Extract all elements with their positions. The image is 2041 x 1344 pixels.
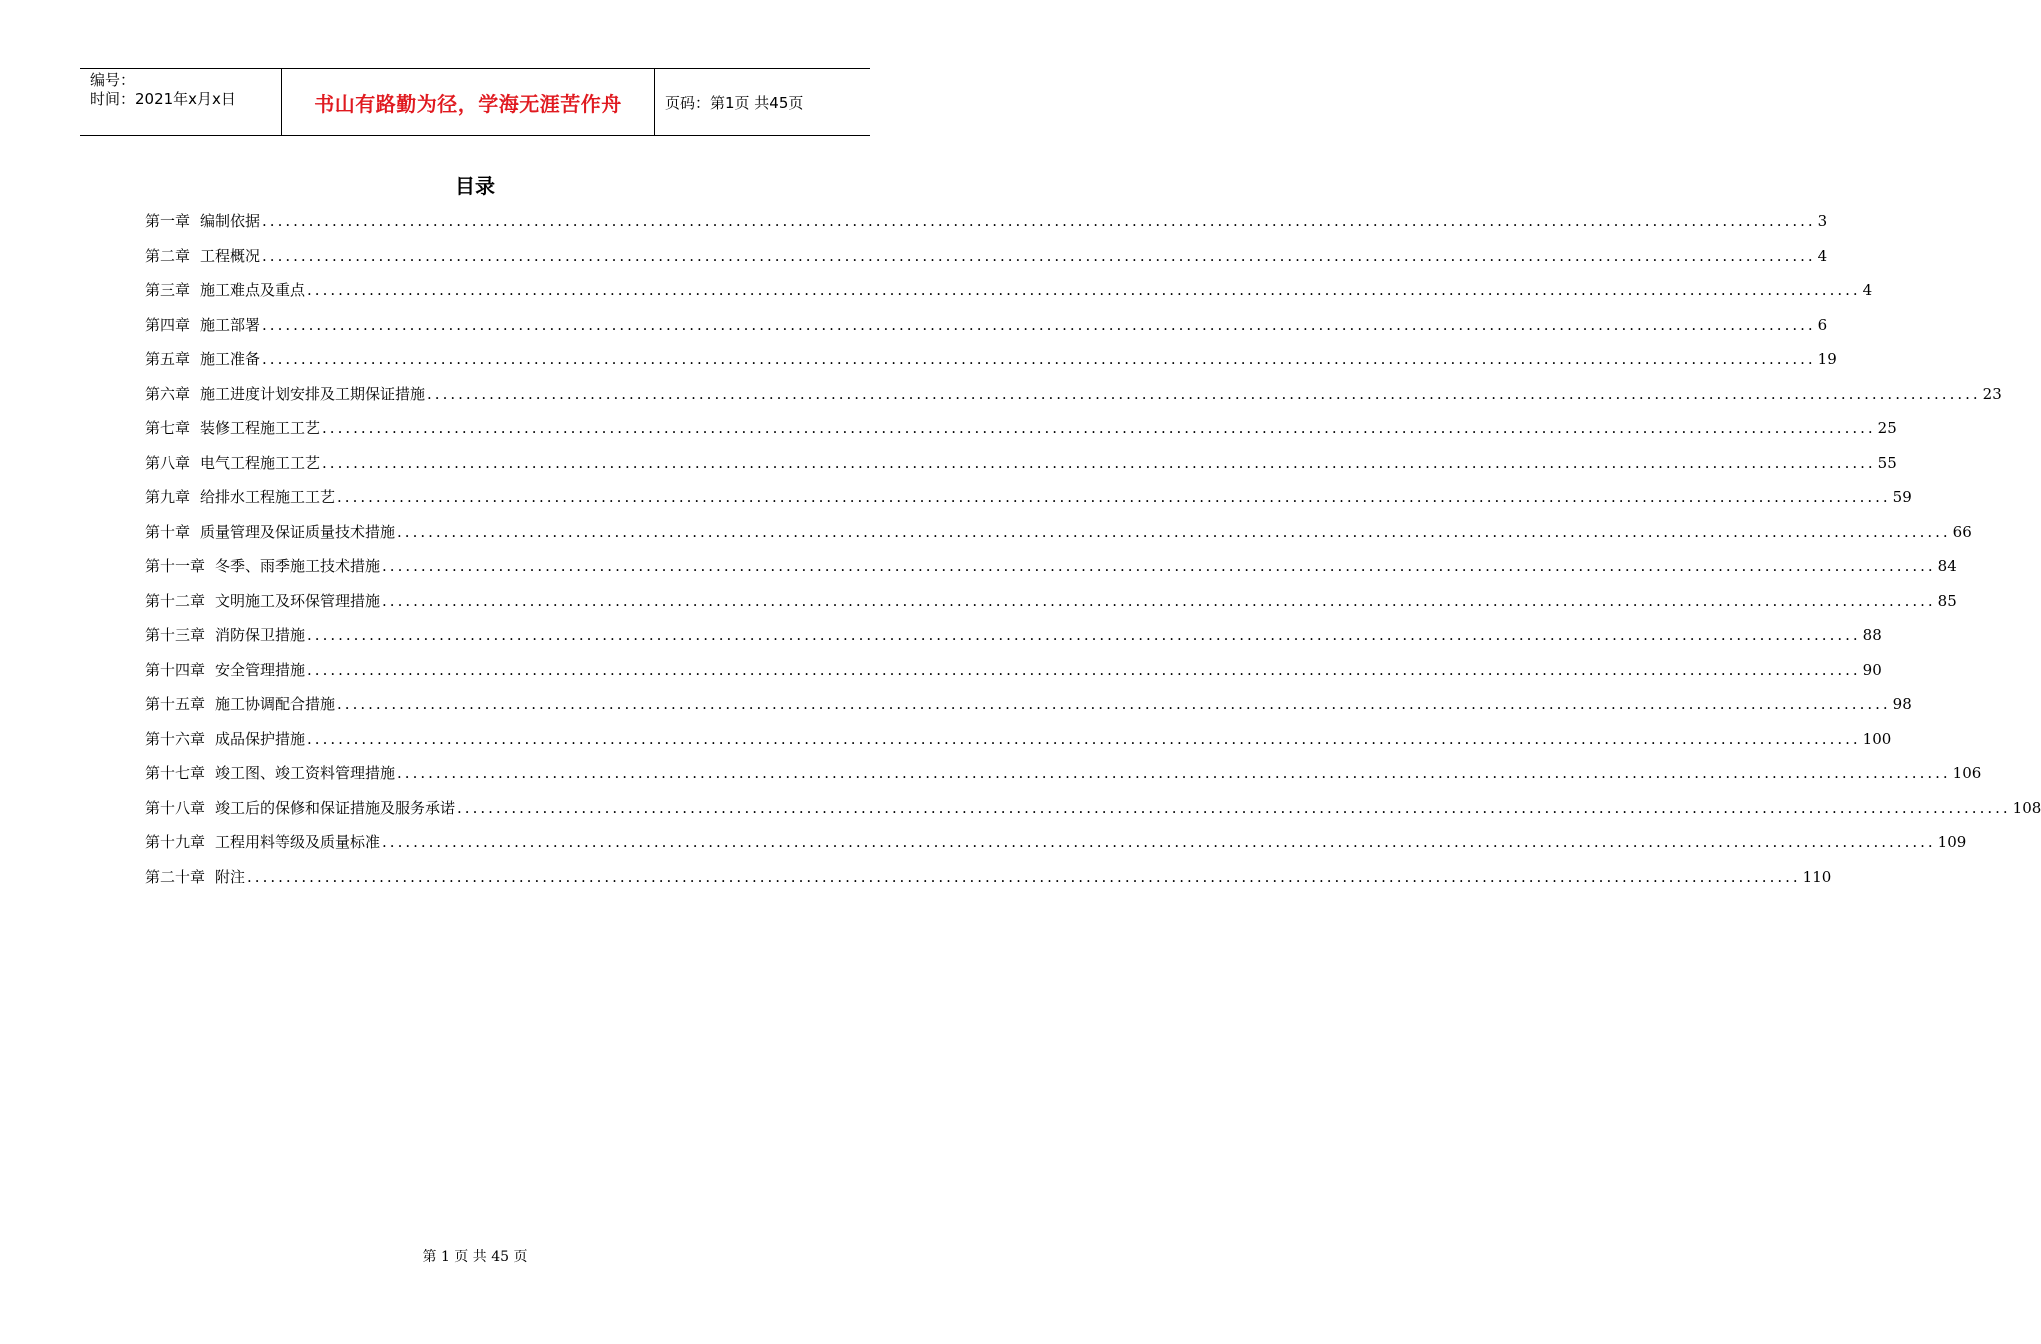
toc-chapter-title: 附注 — [215, 867, 246, 886]
toc-entry[interactable] — [145, 377, 2002, 412]
toc-entry[interactable] — [145, 446, 1897, 481]
toc-chapter-number: 第十二章 — [145, 591, 206, 610]
toc-chapter-title: 安全管理措施 — [215, 660, 306, 679]
toc-chapter-title: 电气工程施工工艺 — [200, 453, 321, 472]
toc-page-number: 19 — [1817, 350, 1837, 368]
toc-entry[interactable] — [145, 653, 1882, 688]
toc-chapter-number: 第六章 — [145, 384, 191, 403]
toc-chapter-number: 第十七章 — [145, 764, 206, 782]
document-date: 时间：2021年x月x日 — [90, 90, 236, 108]
toc-page-number: 110 — [1802, 867, 1832, 886]
toc-page-number: 98 — [1892, 695, 1912, 713]
toc-page-number: 25 — [1877, 419, 1897, 437]
toc-leader-dots: ........................................................................................................................................................................................................ — [457, 798, 2011, 817]
toc-leader-dots: ........................................................................................................................................................................................................ — [397, 522, 1951, 541]
toc-chapter-title: 编制依据 — [200, 212, 261, 230]
toc-page-number: 66 — [1952, 522, 1972, 541]
toc-chapter-title: 质量管理及保证质量技术措施 — [200, 522, 396, 541]
toc-entry[interactable] — [145, 239, 1828, 274]
toc-chapter-number: 第十三章 — [145, 626, 206, 644]
toc-chapter-number: 第九章 — [145, 488, 191, 506]
header-meta — [80, 69, 282, 135]
toc-leader-dots: ........................................................................................................................................................................................................ — [307, 660, 1861, 679]
toc-chapter-number: 第十八章 — [145, 798, 206, 817]
toc-chapter-number: 第十章 — [145, 522, 191, 541]
toc-chapter-number: 第八章 — [145, 453, 191, 472]
toc-leader-dots: ........................................................................................................................................................................................................ — [382, 833, 1936, 851]
toc-chapter-title: 施工准备 — [200, 350, 261, 368]
toc-entry[interactable] — [145, 860, 1832, 895]
toc-chapter-title: 成品保护措施 — [215, 729, 306, 748]
toc-leader-dots: ........................................................................................................................................................................................................ — [382, 557, 1936, 575]
toc-chapter-title: 竣工图、竣工资料管理措施 — [215, 764, 396, 782]
toc-chapter-title: 工程用料等级及质量标准 — [215, 833, 381, 851]
toc-entry[interactable] — [145, 791, 2041, 826]
toc-page-number: 109 — [1937, 833, 1967, 851]
toc-leader-dots: ........................................................................................................................................................................................................ — [337, 695, 1891, 713]
toc-leader-dots: ........................................................................................................................................................................................................ — [382, 591, 1936, 610]
toc-entry[interactable] — [145, 273, 1873, 308]
toc-chapter-number: 第三章 — [145, 281, 191, 299]
toc-leader-dots: ........................................................................................................................................................................................................ — [307, 281, 1861, 299]
toc-leader-dots: ........................................................................................................................................................................................................ — [337, 488, 1891, 506]
toc-chapter-title: 施工部署 — [200, 315, 261, 334]
toc-chapter-number: 第七章 — [145, 419, 191, 437]
toc-chapter-number: 第二十章 — [145, 867, 206, 886]
toc-title: 目录 — [455, 174, 495, 198]
toc-entry[interactable] — [145, 825, 1967, 860]
toc-leader-dots: ........................................................................................................................................................................................................ — [262, 350, 1816, 368]
toc-page-number: 90 — [1862, 660, 1882, 679]
toc-chapter-number: 第一章 — [145, 212, 191, 230]
toc-page-number: 84 — [1937, 557, 1957, 575]
toc-chapter-title: 施工难点及重点 — [200, 281, 306, 299]
toc-page-number: 6 — [1817, 315, 1828, 334]
toc-entry[interactable] — [145, 722, 1892, 757]
toc-page-number: 106 — [1952, 764, 1982, 782]
page-footer: 第 1 页 共 45 页 — [422, 1249, 528, 1265]
toc-page-number: 108 — [2012, 798, 2041, 817]
toc-page-number: 88 — [1862, 626, 1882, 644]
toc-leader-dots: ........................................................................................................................................................................................................ — [247, 867, 1801, 886]
toc-page-number: 100 — [1862, 729, 1892, 748]
toc-entry[interactable] — [145, 480, 1912, 515]
toc-page-number: 4 — [1862, 281, 1873, 299]
toc-leader-dots: ........................................................................................................................................................................................................ — [322, 419, 1876, 437]
toc-page-number: 4 — [1817, 246, 1828, 265]
toc-page-number: 85 — [1937, 591, 1957, 610]
toc-entry[interactable] — [145, 687, 1912, 722]
toc-entry[interactable] — [145, 618, 1882, 653]
toc-leader-dots: ........................................................................................................................................................................................................ — [307, 626, 1861, 644]
toc-page-number: 55 — [1877, 453, 1897, 472]
toc-page-number: 3 — [1817, 212, 1828, 230]
toc-entry[interactable] — [145, 411, 1897, 446]
toc-leader-dots: ........................................................................................................................................................................................................ — [307, 729, 1861, 748]
toc-chapter-title: 文明施工及环保管理措施 — [215, 591, 381, 610]
toc-leader-dots: ........................................................................................................................................................................................................ — [427, 384, 1981, 403]
toc-entry[interactable] — [145, 515, 1972, 550]
toc-chapter-number: 第四章 — [145, 315, 191, 334]
toc-entry[interactable] — [145, 342, 1837, 377]
document-number-label: 编号： — [90, 71, 136, 89]
toc-entry[interactable] — [145, 584, 1957, 619]
toc-leader-dots: ........................................................................................................................................................................................................ — [322, 453, 1876, 472]
toc-chapter-title: 装修工程施工工艺 — [200, 419, 321, 437]
toc-entry[interactable] — [145, 549, 1957, 584]
toc-chapter-title: 工程概况 — [200, 246, 261, 265]
toc-chapter-title: 消防保卫措施 — [215, 626, 306, 644]
toc-chapter-number: 第十五章 — [145, 695, 206, 713]
toc-chapter-title: 施工协调配合措施 — [215, 695, 336, 713]
toc-page-number: 59 — [1892, 488, 1912, 506]
toc-leader-dots: ........................................................................................................................................................................................................ — [262, 212, 1816, 230]
toc-chapter-title: 施工进度计划安排及工期保证措施 — [200, 384, 426, 403]
toc-entry[interactable] — [145, 204, 1828, 239]
header-page-info: 页码：第1页 共45页 — [665, 93, 804, 112]
toc-chapter-title: 冬季、雨季施工技术措施 — [215, 557, 381, 575]
document-header — [80, 68, 870, 136]
toc-chapter-title: 给排水工程施工工艺 — [200, 488, 336, 506]
toc-chapter-number: 第十六章 — [145, 729, 206, 748]
toc-leader-dots: ........................................................................................................................................................................................................ — [262, 246, 1816, 265]
toc-chapter-number: 第五章 — [145, 350, 191, 368]
toc-leader-dots: ........................................................................................................................................................................................................ — [397, 764, 1951, 782]
toc-entry[interactable] — [145, 756, 1982, 791]
toc-leader-dots: ........................................................................................................................................................................................................ — [262, 315, 1816, 334]
toc-page-number: 23 — [1982, 384, 2002, 403]
toc-chapter-number: 第二章 — [145, 246, 191, 265]
toc-chapter-number: 第十一章 — [145, 557, 206, 575]
header-motto: 书山有路勤为径，学海无涯苦作舟 — [282, 69, 655, 135]
toc-chapter-number: 第十四章 — [145, 660, 206, 679]
toc-chapter-number: 第十九章 — [145, 833, 206, 851]
toc-entry[interactable] — [145, 308, 1828, 343]
toc-chapter-title: 竣工后的保修和保证措施及服务承诺 — [215, 798, 456, 817]
toc-list — [145, 204, 2041, 894]
